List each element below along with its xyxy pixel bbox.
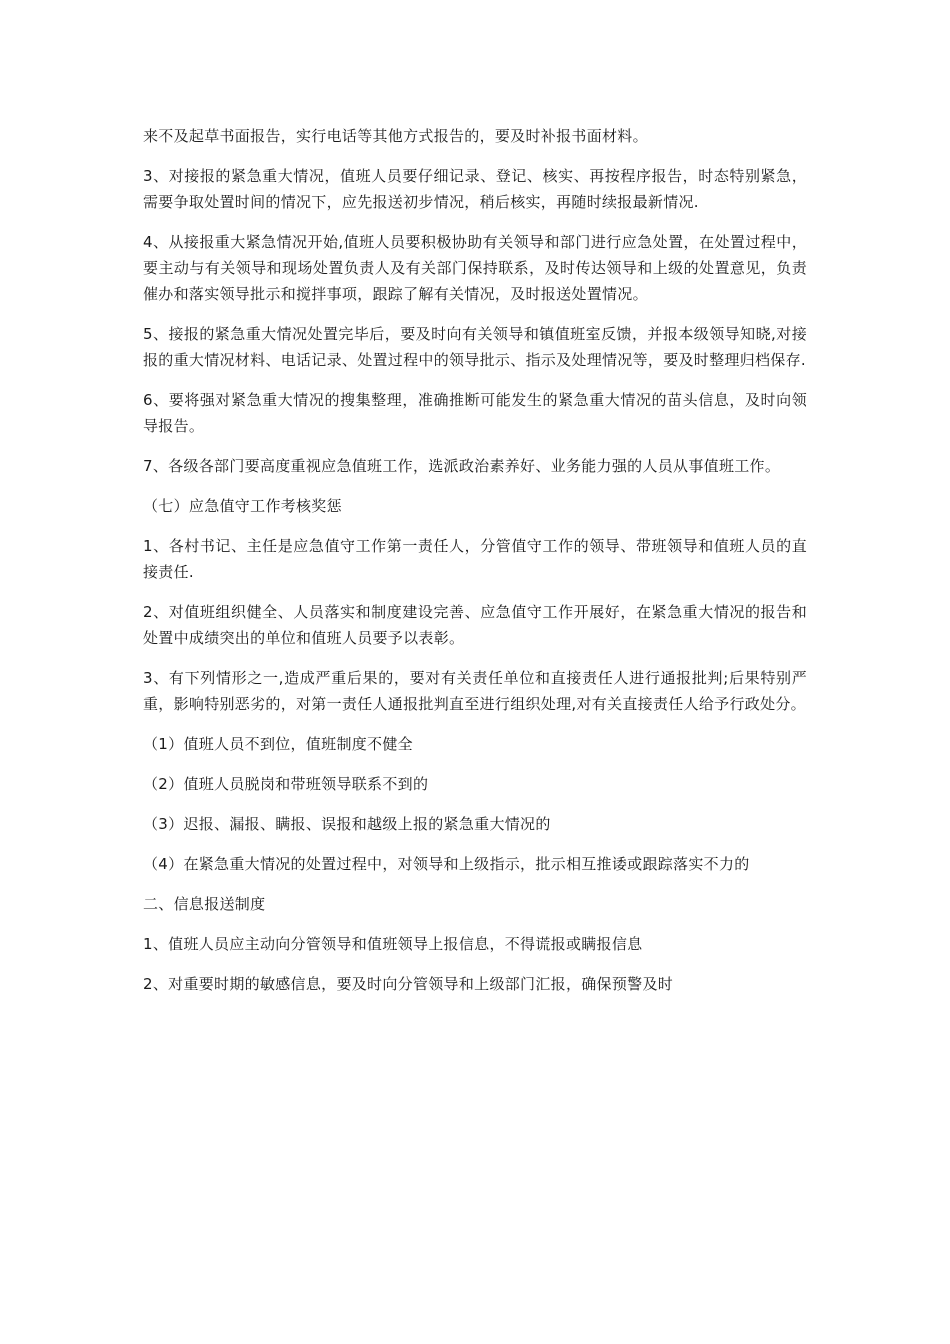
paragraph-assessment-3: 3、有下列情形之一,造成严重后果的，要对有关责任单位和直接责任人进行通报批判;后果特别严重，影响特别恶劣的，对第一责任人通报批判直至进行组织处理,对有关直接责任人给予行政处分。: [143, 669, 807, 713]
paragraph-item-7: 7、各级各部门要高度重视应急值班工作，选派政治素养好、业务能力强的人员从事值班工作。: [143, 457, 781, 475]
paragraph-item-4: 4、从接报重大紧急情况开始,值班人员要积极协助有关领导和部门进行应急处置，在处置过程中，要主动与有关领导和现场处置负责人及有关部门保持联系，及时传达领导和上级的处置意见，负责催办和落实领导批示和搅拌事项，跟踪了解有关情况，及时报送处置情况。: [143, 233, 807, 303]
section-heading-assessment: （七）应急值守工作考核奖惩: [143, 497, 342, 515]
paragraph-item-6: 6、要将强对紧急重大情况的搜集整理，准确推断可能发生的紧急重大情况的苗头信息，及时向领导报告。: [143, 391, 807, 435]
document-body: [143, 123, 807, 1011]
paragraph-assessment-2: 2、对值班组织健全、人员落实和制度建设完善、应急值守工作开展好，在紧急重大情况的报告和处置中成绩突出的单位和值班人员要予以表彰。: [143, 603, 807, 647]
sub-item-1: （1）值班人员不到位，值班制度不健全: [143, 735, 413, 753]
sub-item-2: （2）值班人员脱岗和带班领导联系不到的: [143, 775, 429, 793]
sub-item-3: （3）迟报、漏报、瞒报、误报和越级上报的紧急重大情况的: [143, 815, 551, 833]
sub-item-4: （4）在紧急重大情况的处置过程中，对领导和上级指示，批示相互推诿或跟踪落实不力的: [143, 855, 750, 873]
paragraph-continuation: 来不及起草书面报告，实行电话等其他方式报告的，要及时补报书面材料。: [143, 127, 648, 145]
paragraph-item-5: 5、接报的紧急重大情况处置完毕后，要及时向有关领导和镇值班室反馈，并报本级领导知晓,对接报的重大情况材料、电话记录、处置过程中的领导批示、指示及处理情况等，要及时整理归档保存.: [143, 325, 807, 369]
paragraph-item-3: 3、对接报的紧急重大情况，值班人员要仔细记录、登记、核实、再按程序报告，时态特别紧急，需要争取处置时间的情况下，应先报送初步情况，稍后核实，再随时续报最新情况.: [143, 167, 807, 211]
section-heading-info-reporting: 二、信息报送制度: [143, 895, 266, 913]
paragraph-info-1: 1、值班人员应主动向分管领导和值班领导上报信息，不得谎报或瞒报信息: [143, 935, 643, 953]
paragraph-info-2: 2、对重要时期的敏感信息，要及时向分管领导和上级部门汇报，确保预警及时: [143, 975, 674, 993]
paragraph-assessment-1: 1、各村书记、主任是应急值守工作第一责任人，分管值守工作的领导、带班领导和值班人员的直接责任.: [143, 537, 807, 581]
